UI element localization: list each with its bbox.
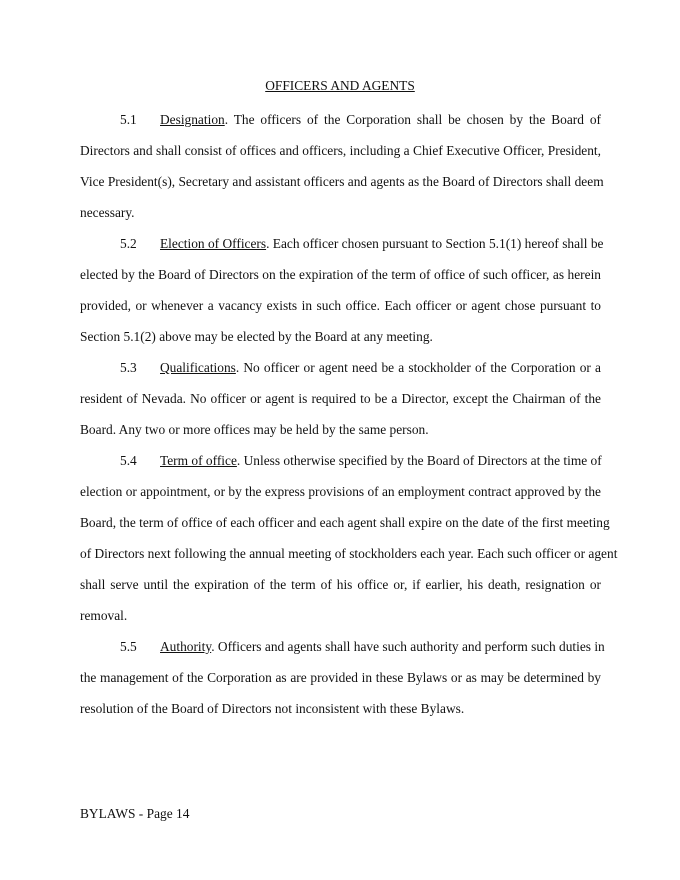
- page-footer: BYLAWS - Page 14: [80, 806, 190, 821]
- section-text: . Officers and agents shall have such authority and perform such duties in: [211, 639, 605, 654]
- text-line: Board, the term of office of each officer and each agent shall expire on the date of the first meeting: [80, 515, 610, 530]
- section-heading: Designation: [160, 112, 225, 127]
- text-line: [80, 352, 601, 383]
- article-title: [0, 78, 680, 94]
- article-title-text: OFFICERS AND AGENTS: [265, 78, 415, 93]
- text-line: resolution of the Board of Directors not inconsistent with these Bylaws.: [80, 701, 465, 716]
- section-heading: Authority: [160, 639, 212, 654]
- text-line: resident of Nevada. No officer or agent is required to be a Director, except the Chairman of the: [80, 391, 601, 406]
- section-text: . Each officer chosen pursuant to Section 5.1(1) hereof shall be: [266, 236, 604, 251]
- section-number: 5.3: [120, 360, 137, 375]
- section-heading: Term of office: [160, 453, 237, 468]
- text-line: provided, or whenever a vacancy exists in such office. Each officer or agent chose pursuant to: [80, 298, 601, 313]
- section-heading: Election of Officers: [160, 236, 267, 251]
- section-5-4: [80, 445, 618, 631]
- text-line: Board. Any two or more offices may be held by the same person.: [80, 422, 429, 437]
- text-line: [80, 631, 605, 662]
- section-text: . No officer or agent need be a stockholder of the Corporation or a: [235, 360, 601, 375]
- text-line: [80, 228, 604, 259]
- section-number: 5.1: [120, 112, 137, 127]
- text-line: Vice President(s), Secretary and assistant officers and agents as the Board of Directors shall deem: [80, 174, 604, 189]
- text-line: shall serve until the expiration of the term of his office or, if earlier, his death, resignation or: [80, 577, 601, 592]
- text-line: necessary.: [80, 205, 135, 220]
- text-line: Section 5.1(2) above may be elected by the Board at any meeting.: [80, 329, 433, 344]
- section-number: 5.5: [120, 639, 137, 654]
- section-5-1: [80, 104, 604, 228]
- text-line: [80, 445, 601, 476]
- text-line: Directors and shall consist of offices and officers, including a Chief Executive Officer, President,: [80, 143, 601, 158]
- section-5-2: [80, 228, 604, 352]
- text-line: election or appointment, or by the express provisions of an employment contract approved by the: [80, 484, 601, 499]
- text-line: elected by the Board of Directors on the expiration of the term of office of such officer, as herein: [80, 267, 601, 282]
- text-line: removal.: [80, 608, 128, 623]
- document-body: [80, 104, 618, 724]
- section-text: . Unless otherwise specified by the Board of Directors at the time of: [236, 453, 602, 468]
- section-number: 5.2: [120, 236, 137, 251]
- section-text: . The officers of the Corporation shall be chosen by the Board of: [224, 112, 601, 127]
- text-line: the management of the Corporation as are provided in these Bylaws or as may be determined by: [80, 670, 601, 685]
- text-line: [80, 104, 601, 135]
- section-5-3: [80, 352, 601, 445]
- section-5-5: [80, 631, 605, 724]
- text-line: of Directors next following the annual meeting of stockholders each year. Each such officer or agent: [80, 546, 618, 561]
- section-number: 5.4: [120, 453, 137, 468]
- section-heading: Qualifications: [160, 360, 236, 375]
